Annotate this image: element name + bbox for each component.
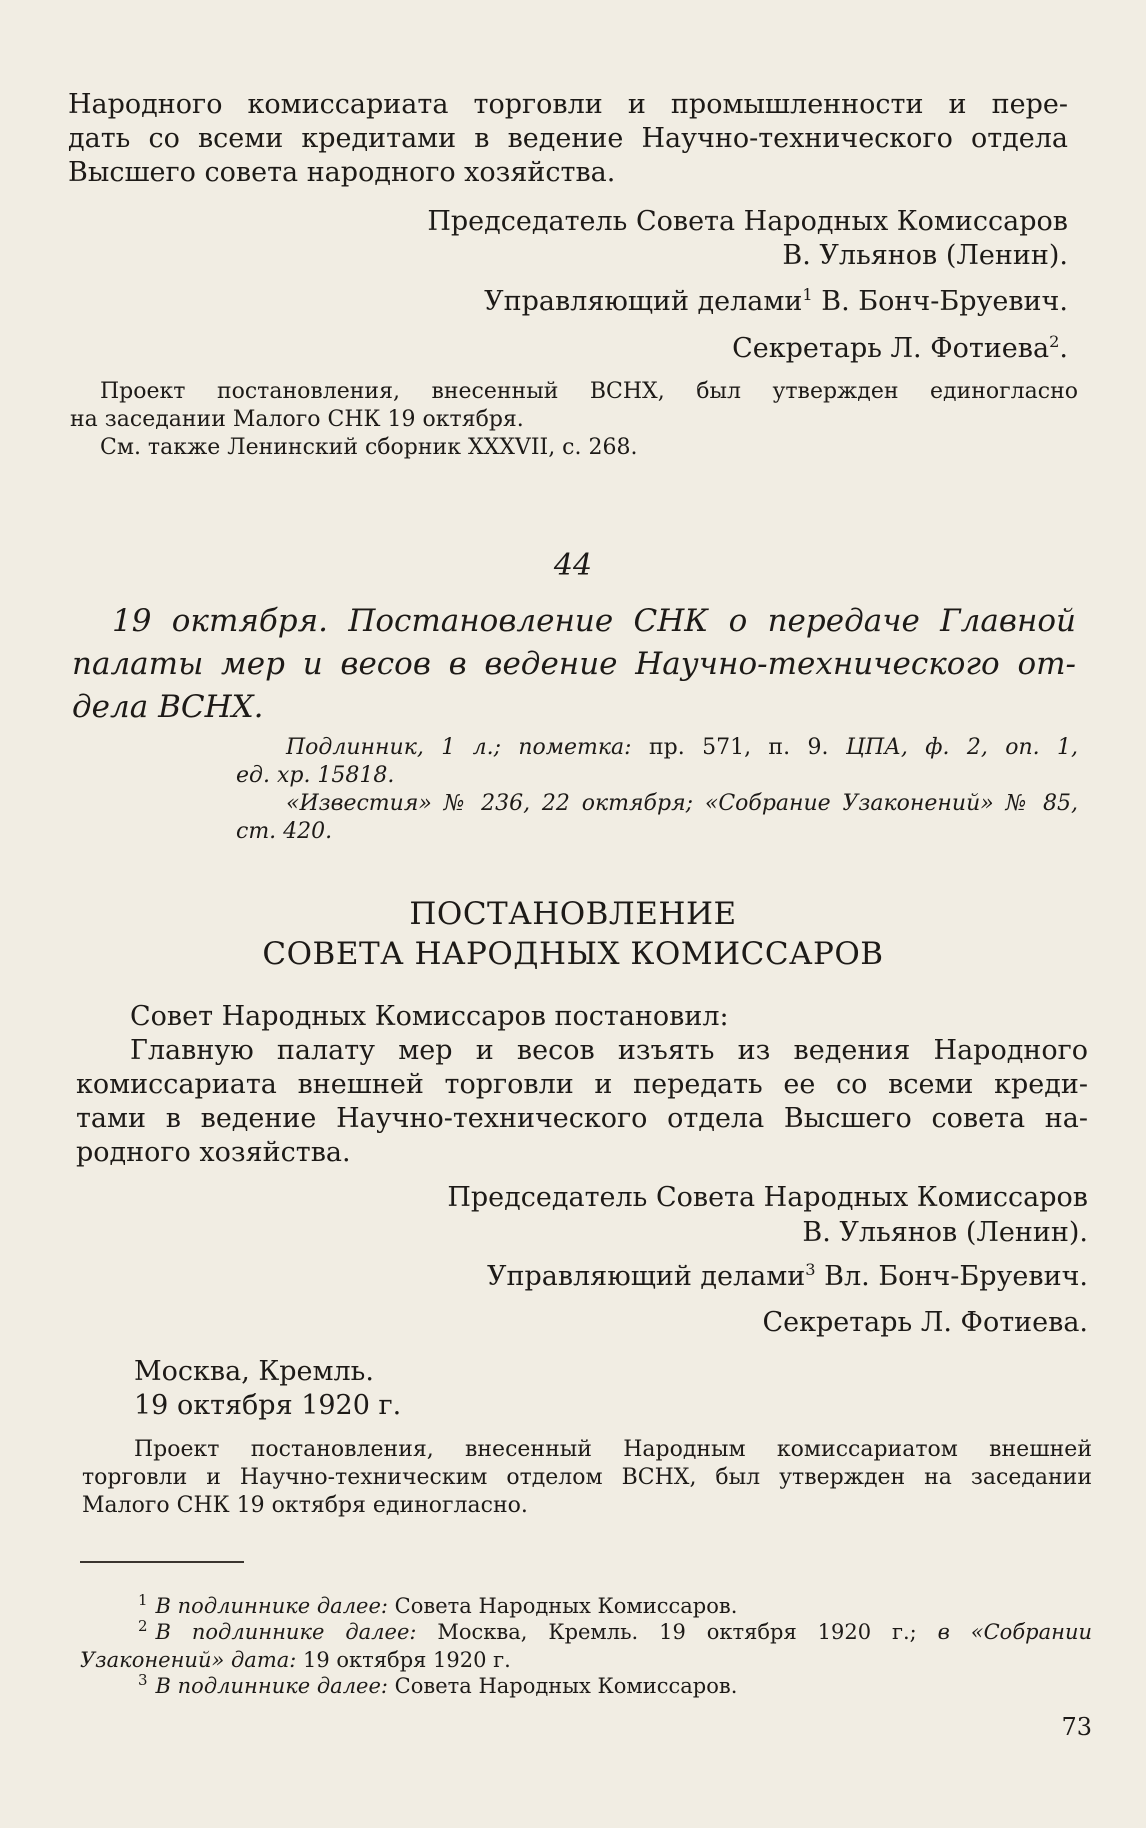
document-number: 44 (553, 548, 593, 583)
page-number: 73 (1061, 1713, 1092, 1741)
decree-line: Главную палату мер и весов изъять из ведения Народного (130, 1035, 1088, 1066)
footnote-3 (138, 1666, 737, 1700)
decree-line: тами в ведение Научно-технического отдела Высшего совета на- (76, 1103, 1088, 1134)
signature-secretary: Секретарь Л. Фотиева. (762, 1307, 1088, 1338)
source-line: ед. хр. 15818. (236, 763, 395, 788)
decree-heading-line1: ПОСТАНОВЛЕНИЕ (409, 896, 737, 932)
source-archive: ЦПА, ф. 2, оп. 1, (845, 735, 1078, 760)
decree-heading-line2: СОВЕТА НАРОДНЫХ КОМИССАРОВ (262, 936, 884, 972)
editorial-note (70, 378, 1078, 462)
footnote-lead: В подлиннике далее: (155, 1620, 417, 1644)
manager-name: Вл. Бонч-Бруевич. (824, 1261, 1088, 1292)
signature-chair-name: В. Ульянов (Ленин). (782, 240, 1068, 271)
note-line: См. также Ленинский сборник XXXVII, с. 268. (100, 435, 638, 460)
footnote-lead: Узаконений» дата: (80, 1648, 297, 1672)
text-line: Высшего совета народного хозяйства. (68, 157, 616, 188)
decree-intro: Совет Народных Комиссаров постановил: (130, 1001, 729, 1032)
footnote-ref: 3 (805, 1260, 816, 1279)
signature-manager (487, 1260, 1088, 1294)
footnote-text: 19 октября 1920 г. (296, 1648, 511, 1672)
footnote-text: Совета Народных Комиссаров. (388, 1594, 738, 1618)
place: Москва, Кремль. (134, 1356, 374, 1387)
footnote-text: Совета Народных Комиссаров. (388, 1674, 738, 1698)
manager-label: Управляющий делами (484, 286, 803, 317)
footnote-lead: В подлиннике далее: (155, 1674, 388, 1698)
source-line (236, 734, 1078, 762)
footnote-ref: 2 (1049, 332, 1060, 351)
top-paragraph (68, 88, 1068, 190)
footnote-line (80, 1612, 1092, 1646)
secretary-period: . (1059, 333, 1068, 364)
signature-secretary (732, 332, 1068, 366)
text-line: Народного комиссариата торговли и промышленности и пере- (68, 89, 1068, 120)
footnote-ref: 1 (802, 285, 813, 304)
title-line: дела ВСНХ. (72, 689, 264, 725)
footnote-number: 1 (138, 1591, 148, 1609)
source-mark: пр. 571, п. 9. (631, 735, 846, 760)
signature-chair: Председатель Совета Народных Комиссаров (427, 206, 1068, 237)
note-line: Малого СНК 19 октября единогласно. (82, 1493, 528, 1518)
document-title (72, 600, 1076, 729)
note-line: Проект постановления, внесенный ВСНХ, был утвержден единогласно (100, 379, 1078, 404)
footnote-text: Москва, Кремль. 19 октября 1920 г.; (416, 1620, 917, 1644)
manager-name: В. Бонч-Бруевич. (821, 286, 1068, 317)
date: 19 октября 1920 г. (134, 1390, 402, 1421)
source-line: «Известия» № 236, 22 октября; «Собрание Узаконений» № 85, (286, 791, 1078, 816)
signature-manager (484, 285, 1068, 319)
footnote-number: 3 (138, 1671, 148, 1689)
title-line: палаты мер и весов в ведение Научно-технического от- (72, 646, 1076, 682)
note-line: на заседании Малого СНК 19 октября. (70, 407, 524, 432)
signature-chair: Председатель Совета Народных Комиссаров (447, 1182, 1088, 1213)
footnote-separator (80, 1561, 244, 1563)
decree-line: комиссариата внешней торговли и передать ее со всеми креди- (76, 1069, 1088, 1100)
source-info (236, 734, 1078, 846)
source-line: ст. 420. (236, 819, 333, 844)
manager-label: Управляющий делами (486, 1261, 806, 1292)
note-line: Проект постановления, внесенный Народным комиссариатом внешней (134, 1437, 1092, 1462)
decree-line: родного хозяйства. (76, 1137, 351, 1168)
footnote-text-it: в «Собрании (916, 1620, 1092, 1644)
footnote-lead: В подлиннике далее: (155, 1594, 388, 1618)
footnote-2 (80, 1612, 1092, 1674)
secretary-name: Секретарь Л. Фотиева (732, 333, 1050, 364)
text-line: дать со всеми кредитами в ведение Научно-технического отдела (68, 123, 1068, 154)
title-line: 19 октября. Постановление СНК о передаче Главной (112, 603, 1076, 639)
source-original: Подлинник, 1 л.; пометка: (286, 735, 632, 760)
decree-body (76, 1034, 1088, 1170)
signature-chair-name: В. Ульянов (Ленин). (802, 1217, 1088, 1248)
note-line: торговли и Научно-техническим отделом ВСНХ, был утвержден на заседании (82, 1465, 1092, 1490)
editorial-note (82, 1436, 1092, 1520)
footnote-number: 2 (138, 1617, 148, 1635)
